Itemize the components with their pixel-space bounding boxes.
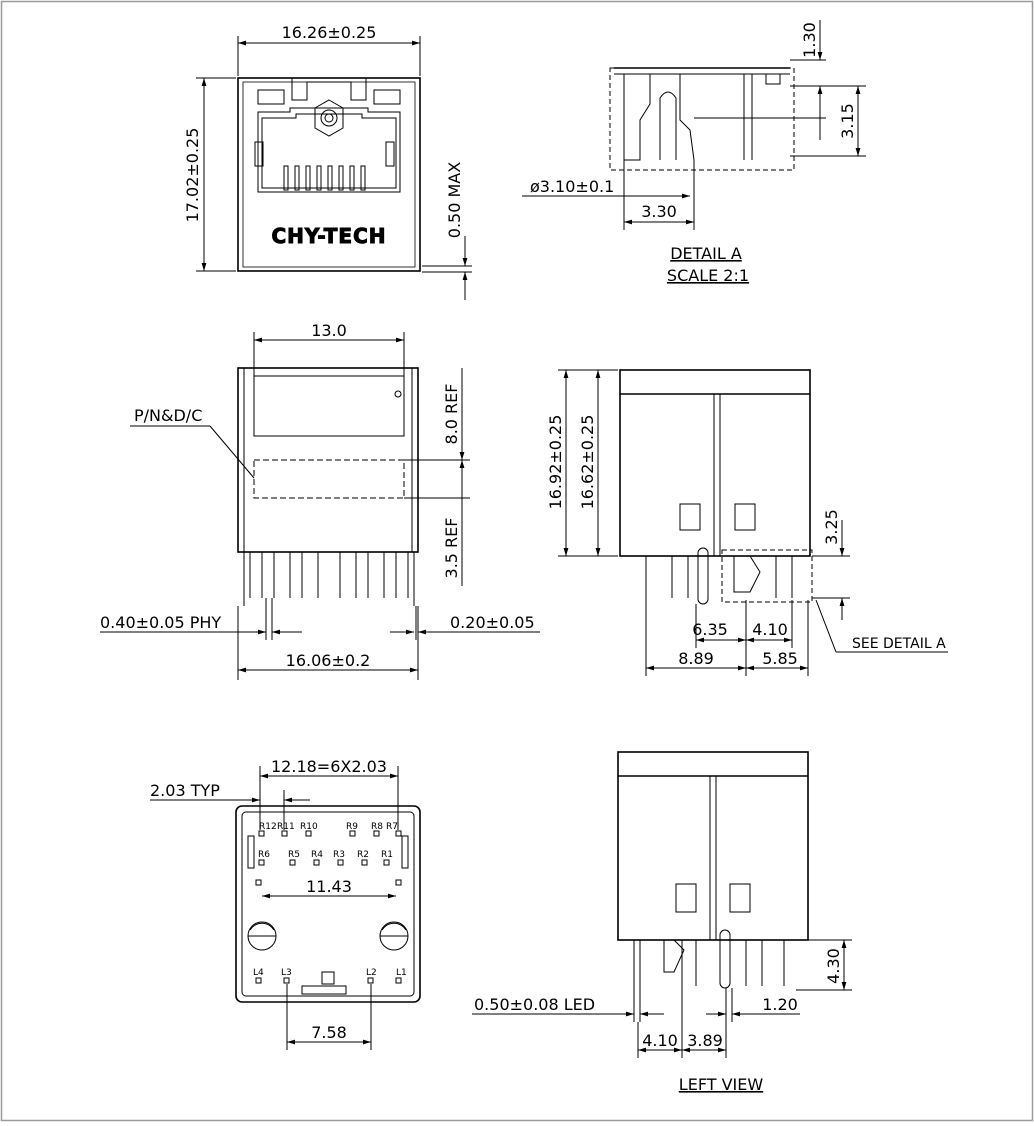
side-dim-8-89: 8.89 bbox=[678, 649, 714, 668]
bottom-view bbox=[150, 757, 420, 1050]
left-view-title: LEFT VIEW bbox=[678, 1075, 764, 1094]
hex-logo-icon bbox=[315, 100, 343, 136]
side-dim-6-35: 6.35 bbox=[692, 620, 728, 639]
part-label-area bbox=[254, 460, 404, 498]
side-view bbox=[546, 370, 948, 676]
led-pin-dim: 0.50±0.08 LED bbox=[474, 995, 596, 1014]
pin-label-r9: R9 bbox=[346, 822, 358, 832]
detail-a-title: DETAIL A bbox=[670, 244, 742, 263]
front-view bbox=[183, 23, 472, 300]
led-label-l3: L3 bbox=[281, 968, 292, 978]
front-height-dim: 17.02±0.25 bbox=[183, 127, 202, 223]
led-label-l4: L4 bbox=[253, 968, 264, 978]
led-label-l2: L2 bbox=[366, 968, 377, 978]
pin-holes bbox=[256, 831, 401, 983]
pin-thickness-dim: 0.20±0.05 bbox=[450, 613, 535, 632]
side-dim-3-25: 3.25 bbox=[822, 509, 841, 545]
left-dim-4-30: 4.30 bbox=[824, 948, 843, 984]
side-body-outline bbox=[620, 370, 810, 556]
top-pins bbox=[244, 552, 414, 606]
dim-8-ref: 8.0 REF bbox=[442, 383, 461, 445]
side-height-inner: 16.62±0.25 bbox=[578, 414, 597, 510]
base-width-dim: 16.06±0.2 bbox=[285, 651, 371, 670]
detail-dim-3-15: 3.15 bbox=[838, 103, 857, 139]
brand-text: CHY-TECH bbox=[271, 224, 387, 248]
pin-phy-dim: 0.40±0.05 PHY bbox=[100, 613, 222, 632]
top-view bbox=[100, 321, 540, 680]
pin-label-r6: R6 bbox=[258, 850, 270, 860]
pin-label-r12: R12 bbox=[259, 822, 277, 832]
detail-dia-dim: ø3.10±0.1 bbox=[530, 177, 615, 196]
detail-a-scale: SCALE 2:1 bbox=[666, 266, 750, 285]
rj45-contacts bbox=[284, 166, 365, 190]
left-dim-1-20: 1.20 bbox=[762, 995, 798, 1014]
mounting-peg-right bbox=[380, 922, 408, 950]
led-spacing-dim: 7.58 bbox=[311, 1023, 347, 1042]
row-width-dim: 11.43 bbox=[306, 877, 352, 896]
front-width-dim: 16.26±0.25 bbox=[281, 23, 377, 42]
top-width-dim: 13.0 bbox=[311, 321, 347, 340]
left-view bbox=[472, 752, 852, 1094]
mounting-peg-left bbox=[248, 922, 276, 950]
pin-label-r5: R5 bbox=[288, 850, 300, 860]
left-body-outline bbox=[618, 752, 808, 940]
sheet-border bbox=[2, 2, 1033, 1121]
pin-label-r3: R3 bbox=[333, 850, 345, 860]
pin-label-r8: R8 bbox=[371, 822, 383, 832]
pin-label-r2: R2 bbox=[357, 850, 369, 860]
side-height-outer: 16.92±0.25 bbox=[546, 414, 565, 510]
see-detail-callout: SEE DETAIL A bbox=[852, 636, 946, 652]
part-label-callout: P/N&D/C bbox=[134, 406, 203, 425]
left-dim-3-89: 3.89 bbox=[687, 1031, 723, 1050]
led-label-l1: L1 bbox=[396, 968, 407, 978]
detail-dim-1-30: 1.30 bbox=[800, 22, 819, 58]
pitch-total-dim: 12.18=6X2.03 bbox=[271, 757, 387, 776]
dim-3-5-ref: 3.5 REF bbox=[442, 517, 461, 579]
pin-label-r1: R1 bbox=[381, 850, 393, 860]
side-dim-4-10: 4.10 bbox=[752, 620, 788, 639]
pin-label-r7: R7 bbox=[386, 822, 398, 832]
detail-width-dim: 3.30 bbox=[641, 202, 677, 221]
pin-label-r10: R10 bbox=[300, 822, 318, 832]
pitch-typ-dim: 2.03 TYP bbox=[150, 781, 220, 800]
pin-label-r4: R4 bbox=[311, 850, 323, 860]
standoff-dim: 0.50 MAX bbox=[445, 161, 464, 239]
side-dim-5-85: 5.85 bbox=[762, 649, 798, 668]
detail-a bbox=[522, 20, 866, 285]
pin-label-r11: R11 bbox=[277, 822, 295, 832]
left-dim-4-10: 4.10 bbox=[642, 1031, 678, 1050]
